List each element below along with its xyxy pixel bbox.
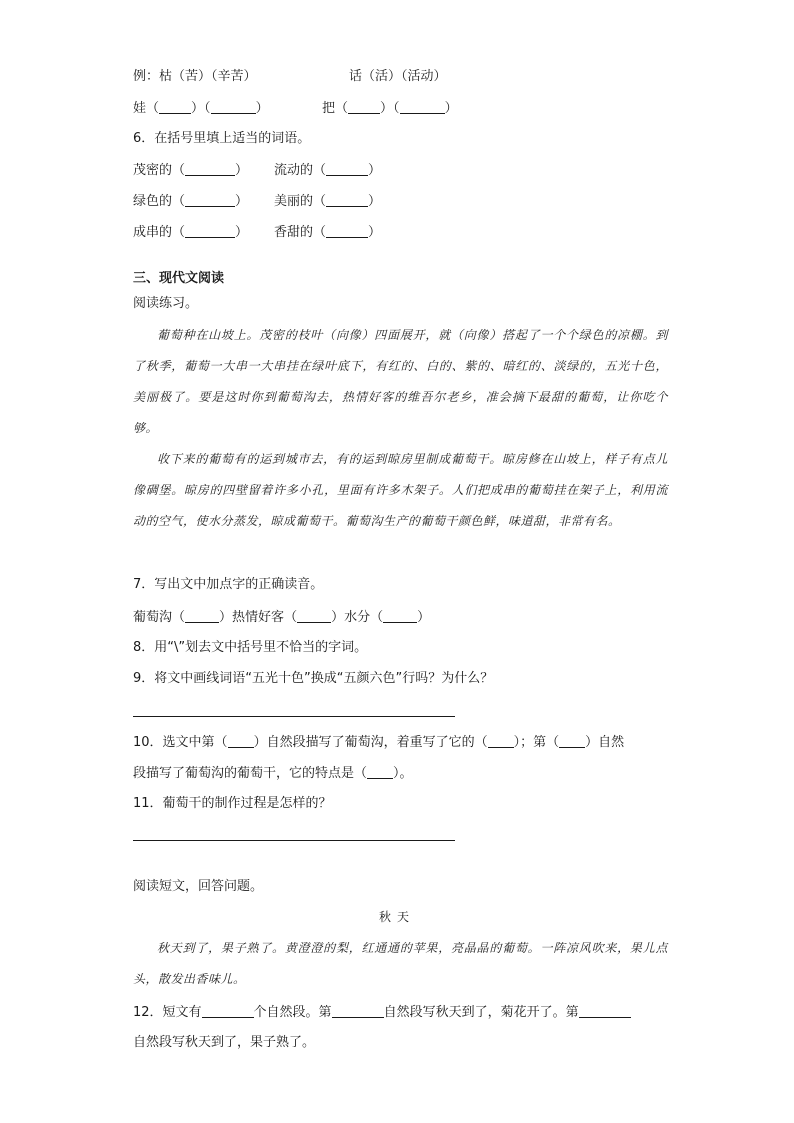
q5-left-char: 娃 xyxy=(133,101,147,116)
q6-word: 香甜的 xyxy=(274,225,314,240)
paren: ） xyxy=(331,610,345,625)
paren: ） xyxy=(585,735,599,750)
q7-word: 水分 xyxy=(344,610,371,625)
q6-row-3-b xyxy=(274,225,381,239)
q7-word: 葡萄沟 xyxy=(133,610,173,625)
q10-text: ；第 xyxy=(520,735,547,750)
answer-blank[interactable] xyxy=(228,735,254,748)
q7-word: 热情好客 xyxy=(232,610,285,625)
answer-blank[interactable] xyxy=(159,101,191,114)
section-intro: 阅读练习。 xyxy=(133,296,199,311)
example-right-text: 话（活）（活动） xyxy=(349,69,447,84)
paren: ） xyxy=(368,163,382,178)
q7-answers xyxy=(133,610,430,624)
paren: （ xyxy=(335,101,349,116)
paren: ） xyxy=(513,735,521,750)
paren: （ xyxy=(172,225,186,240)
paren: ） xyxy=(417,610,431,625)
paren: ） xyxy=(444,101,458,116)
passage2-text: 秋天到了，果子熟了。黄澄澄的梨，红通通的苹果，亮晶晶的葡萄。一阵凉风吹来，果儿点头，散发出香味儿。 xyxy=(133,941,668,986)
answer-blank[interactable] xyxy=(185,163,235,176)
paren: （ xyxy=(313,225,327,240)
answer-blank[interactable] xyxy=(579,1005,631,1018)
paren: ） xyxy=(253,735,267,750)
example-right xyxy=(349,70,447,83)
paren: ） xyxy=(235,163,249,178)
q6-word: 成串的 xyxy=(133,225,173,240)
q8-prompt: 8．用“\”划去文中括号里不恰当的字词。 xyxy=(133,640,368,655)
paren: ） xyxy=(380,101,394,116)
answer-blank[interactable] xyxy=(211,101,256,114)
q6-row-2-b xyxy=(274,194,381,208)
q9-prompt: 9．将文中画线词语“五光十色”换成“五颜六色”行吗？为什么？ xyxy=(133,671,494,686)
q10-text: 。 xyxy=(399,766,413,781)
q10-text: 段描写了葡萄沟的葡萄干，它的特点是 xyxy=(133,766,355,781)
q12-line-1 xyxy=(133,1005,631,1019)
paren: ） xyxy=(235,194,249,209)
passage2-title: 秋天 xyxy=(378,910,415,924)
passage-paragraph-2: 收下来的葡萄有的运到城市去，有的运到晾房里制成葡萄干。晾房修在山坡上，样子有点儿像碉堡。晾房的四壁留着许多小孔，里面有许多木架子。人们把成串的葡萄挂在架子上，利用流动的空气，使水分蒸发，晾成葡萄干。葡萄沟生产的葡萄干颜色鲜，味道甜，非常有名。 xyxy=(133,452,668,528)
answer-blank[interactable] xyxy=(185,225,235,238)
answer-blank[interactable] xyxy=(559,735,585,748)
answer-blank[interactable] xyxy=(488,735,514,748)
paren: （ xyxy=(354,766,368,781)
q12-text: 自然段写秋天到了，菊花开了。第 xyxy=(383,1005,579,1020)
q12-line-2: 自然段写秋天到了，果子熟了。 xyxy=(133,1035,316,1050)
q5-right xyxy=(322,101,458,115)
paren: （ xyxy=(393,101,400,116)
q6-prompt: 6．在括号里填上适当的词语。 xyxy=(133,131,311,146)
answer-blank[interactable] xyxy=(185,194,235,207)
q12-text: 12．短文有 xyxy=(133,1005,202,1020)
q6-word: 美丽的 xyxy=(274,194,314,209)
answer-blank[interactable] xyxy=(367,766,393,779)
answer-blank[interactable] xyxy=(202,1005,254,1018)
answer-blank[interactable] xyxy=(326,225,368,238)
answer-blank[interactable] xyxy=(297,610,331,623)
paren: ） xyxy=(368,194,382,209)
answer-blank[interactable] xyxy=(185,610,219,623)
paren: （ xyxy=(172,194,186,209)
q6-word: 流动的 xyxy=(274,163,314,178)
paren: （ xyxy=(313,194,327,209)
paren: （ xyxy=(146,101,160,116)
q10-text: 自然段描写了葡萄沟，着重写了它的 xyxy=(266,735,475,750)
q6-row-3-a xyxy=(133,225,248,239)
q6-word: 绿色的 xyxy=(133,194,173,209)
answer-blank[interactable] xyxy=(348,101,380,114)
q10-line-1 xyxy=(133,735,624,749)
q7-prompt: 7．写出文中加点字的正确读音。 xyxy=(133,577,324,592)
answer-blank[interactable] xyxy=(383,610,417,623)
q5-right-char: 把 xyxy=(322,101,336,116)
paren: （ xyxy=(204,101,211,116)
q6-word: 茂密的 xyxy=(133,163,173,178)
q6-row-1-b xyxy=(274,163,381,177)
paren: ） xyxy=(393,766,400,781)
paren: ） xyxy=(255,101,269,116)
q5-left xyxy=(133,101,269,115)
q12-text: 个自然段。第 xyxy=(253,1005,332,1020)
q11-answer-line[interactable] xyxy=(133,840,455,841)
answer-blank[interactable] xyxy=(326,194,368,207)
paren: ） xyxy=(191,101,205,116)
paren: ） xyxy=(219,610,233,625)
q6-row-2-a xyxy=(133,194,248,208)
paren: （ xyxy=(172,610,186,625)
paren: （ xyxy=(214,735,228,750)
example-left-text: 例：枯（苦）（辛苦） xyxy=(133,69,257,84)
q10-text: 自然 xyxy=(598,735,625,750)
answer-blank[interactable] xyxy=(400,101,445,114)
paren: ） xyxy=(368,225,382,240)
section-title: 三、现代文阅读 xyxy=(133,271,225,286)
paren: ） xyxy=(235,225,249,240)
paren: （ xyxy=(172,163,186,178)
passage2-intro: 阅读短文，回答问题。 xyxy=(133,879,264,894)
q10-text: 10．选文中第 xyxy=(133,735,215,750)
paren: （ xyxy=(313,163,327,178)
answer-blank[interactable] xyxy=(332,1005,384,1018)
q9-answer-line[interactable] xyxy=(133,716,455,717)
paren: （ xyxy=(370,610,384,625)
q11-prompt: 11．葡萄干的制作过程是怎样的？ xyxy=(133,796,332,811)
answer-blank[interactable] xyxy=(326,163,368,176)
q10-line-2 xyxy=(133,766,413,780)
paren: （ xyxy=(474,735,488,750)
paren: （ xyxy=(546,735,560,750)
example-left xyxy=(133,70,257,83)
paren: （ xyxy=(284,610,298,625)
passage-paragraph-1: 葡萄种在山坡上。茂密的枝叶（向像）四面展开，就（向像）搭起了一个个绿色的凉棚。到了秋季，葡萄一大串一大串挂在绿叶底下，有红的、白的、紫的、暗红的、淡绿的，五光十色，美丽极了。要是这时你到葡萄沟去，热情好客的维吾尔老乡，准会摘下最甜的葡萄，让你吃个够。 xyxy=(133,328,668,435)
q6-row-1-a xyxy=(133,163,248,177)
